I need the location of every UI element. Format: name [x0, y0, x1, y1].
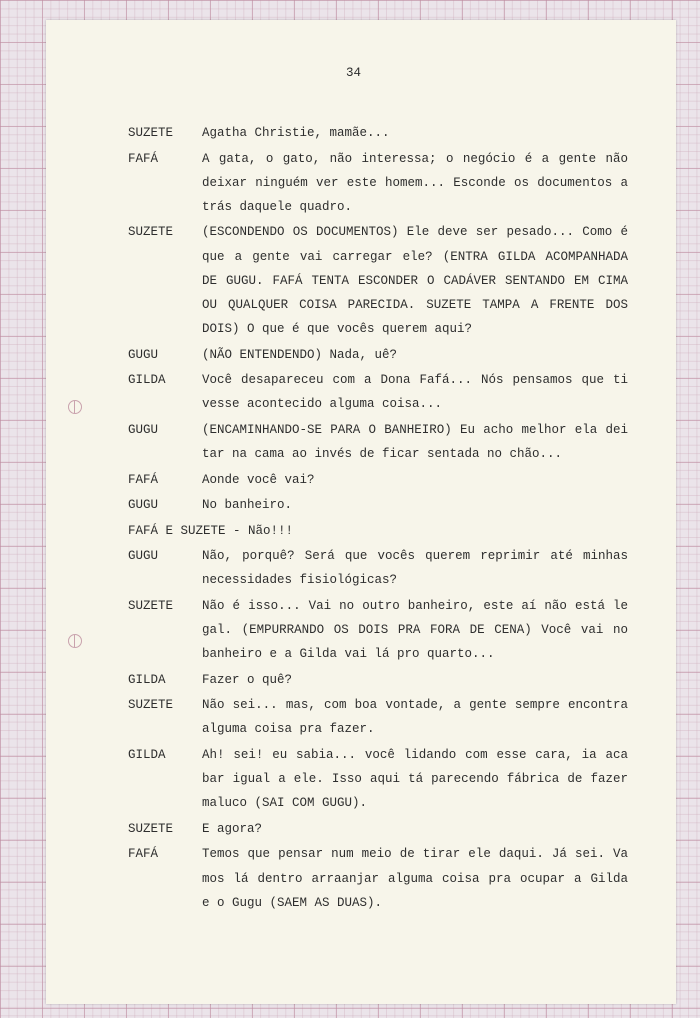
dialogue-entry — [128, 368, 628, 416]
dialogue-entry — [128, 468, 628, 492]
speaker-name: SUZETE — [128, 598, 174, 613]
speaker-name: GUGU — [128, 347, 159, 362]
punch-hole-mark — [68, 634, 82, 648]
dialogue-text: E agora? — [202, 821, 263, 836]
dialogue-text: (ENCAMINHANDO-SE PARA O BANHEIRO) Eu acho melhor ela dei tar na cama ao invés de ficar sentada no chão... — [202, 422, 628, 462]
dialogue-text: (NÃO ENTENDENDO) Nada, uê? — [202, 347, 398, 362]
speaker-name: FAFÁ — [128, 847, 159, 862]
speaker-name: FAFÁ — [128, 472, 159, 487]
dialogue-text: No banheiro. — [202, 498, 293, 513]
speaker-name: GILDA — [128, 672, 166, 687]
dialogue-entry — [128, 594, 628, 667]
speaker-name: GILDA — [128, 373, 166, 388]
speaker-name: SUZETE — [128, 698, 174, 713]
speaker-name: GUGU — [128, 498, 159, 513]
speaker-name: SUZETE — [128, 126, 174, 140]
dialogue-entry — [128, 842, 628, 915]
dialogue-text: Ah! sei! eu sabia... você lidando com esse cara, ia aca bar igual a ele. Isso aqui tá parecendo fábrica de fazer maluco (SAI COM GUGU). — [202, 747, 628, 811]
speaker-name: FAFÁ — [128, 151, 159, 166]
dialogue-entry — [128, 668, 628, 692]
speaker-name: SUZETE — [128, 225, 174, 240]
dialogue-text: A gata, o gato, não interessa; o negócio é a gente não deixar ninguém ver este homem... Esconde os documentos a trás daquele quadro. — [202, 151, 628, 214]
dialogue-entry — [128, 418, 628, 466]
punch-hole-mark — [68, 400, 82, 414]
speaker-name: SUZETE — [128, 821, 174, 836]
dialogue-text: Não sei... mas, com boa vontade, a gente sempre encontra alguma coisa pra fazer. — [202, 698, 628, 737]
dialogue-text: Não é isso... Vai no outro banheiro, este aí não está le gal. (EMPURRANDO OS DOIS PRA FORA DE CENA) Você vai no banheiro e a Gilda vai lá pro quarto... — [202, 598, 628, 662]
dialogue-entry — [128, 693, 628, 741]
dialogue-text: Fazer o quê? — [202, 672, 293, 687]
dialogue-entry — [128, 493, 628, 517]
speaker-name: GILDA — [128, 747, 166, 762]
dialogue-text: Agatha Christie, mamãe... — [202, 126, 390, 140]
dialogue-entry — [128, 519, 628, 543]
page-number: 34 — [346, 66, 362, 80]
dialogue-entry — [128, 817, 628, 841]
speaker-name: GUGU — [128, 422, 159, 437]
speaker-name: GUGU — [128, 549, 159, 564]
dialogue-entry — [128, 343, 628, 367]
dialogue-entry — [128, 121, 628, 145]
dialogue-entry — [128, 147, 628, 220]
dialogue-entry — [128, 220, 628, 341]
dialogue-text: Aonde você vai? — [202, 472, 315, 487]
script-dialogue — [128, 121, 628, 916]
dialogue-text: Não, porquê? Será que vocês querem reprimir até minhas necessidades fisiológicas? — [202, 549, 628, 588]
speaker-name: FAFÁ E SUZETE - Não!!! — [128, 523, 294, 538]
dialogue-entry — [128, 743, 628, 816]
dialogue-text: (ESCONDENDO OS DOCUMENTOS) Ele deve ser pesado... Como é que a gente vai carregar ele? (ENTRA GILDA ACOMPANHADA DE GUGU. FAFÁ TENTA ESCONDER O CADÁVER SENTANDO EM CIMA OU QUALQUER COISA PARECIDA. SUZETE TAMPA A FRENTE DOS DOIS) O que é que vocês querem aqui? — [202, 225, 628, 337]
dialogue-text: Você desapareceu com a Dona Fafá... Nós pensamos que ti vesse acontecido alguma coisa... — [202, 373, 628, 412]
dialogue-text — [293, 519, 628, 543]
dialogue-entry — [128, 544, 628, 592]
dialogue-text: Temos que pensar num meio de tirar ele daqui. Já sei. Va mos lá dentro arraanjar alguma coisa pra ocupar a Gilda e o Gugu (SAEM AS DUAS). — [202, 847, 628, 910]
